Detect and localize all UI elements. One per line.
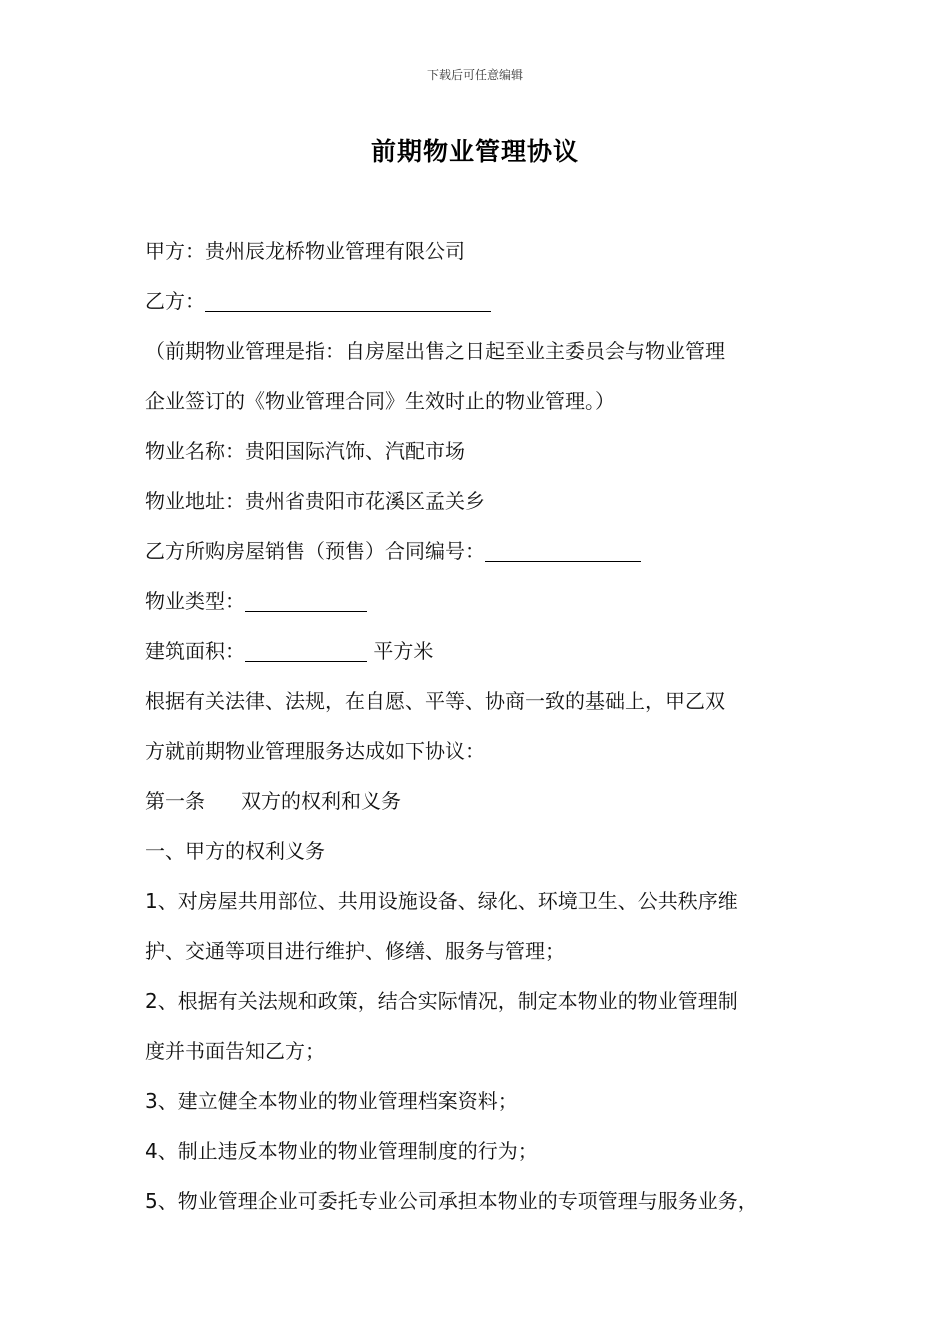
building-area-line (145, 636, 433, 666)
item-3: 3、建立健全本物业的物业管理档案资料； (145, 1089, 518, 1113)
item-2-line-2: 度并书面告知乙方； (145, 1039, 325, 1063)
building-area-blank[interactable] (245, 639, 367, 662)
property-name-line: 物业名称：贵阳国际汽饰、汽配市场 (145, 439, 465, 463)
item-2-line-1: 2、根据有关法规和政策，结合实际情况，制定本物业的物业管理制 (145, 989, 738, 1013)
definition-line-1: （前期物业管理是指：自房屋出售之日起至业主委员会与物业管理 (145, 339, 725, 363)
definition-line-2: 企业签订的《物业管理合同》生效时止的物业管理。） (145, 389, 615, 413)
party-a-line: 甲方：贵州辰龙桥物业管理有限公司 (145, 239, 465, 263)
contract-number-label: 乙方所购房屋销售（预售）合同编号： (145, 539, 485, 563)
header-note: 下载后可任意编辑 (426, 68, 523, 82)
party-b-label: 乙方： (145, 289, 205, 313)
contract-number-line (145, 536, 641, 566)
item-1-line-2: 护、交通等项目进行维护、修缮、服务与管理； (145, 939, 565, 963)
building-area-label: 建筑面积： (145, 639, 245, 663)
section-1-heading: 一、甲方的权利义务 (145, 839, 325, 863)
building-area-unit: 平方米 (373, 639, 434, 663)
party-b-line (145, 286, 491, 316)
property-type-line (145, 586, 367, 616)
article-number: 第一条 (145, 789, 205, 813)
basis-line-1: 根据有关法律、法规，在自愿、平等、协商一致的基础上，甲乙双 (145, 689, 725, 713)
property-address-line: 物业地址：贵州省贵阳市花溪区孟关乡 (145, 489, 485, 513)
article-title: 双方的权利和义务 (241, 789, 401, 813)
basis-line-2: 方就前期物业管理服务达成如下协议： (145, 739, 485, 763)
item-4: 4、制止违反本物业的物业管理制度的行为； (145, 1139, 538, 1163)
property-type-blank[interactable] (245, 589, 367, 612)
party-b-blank[interactable] (205, 289, 491, 312)
contract-number-blank[interactable] (485, 539, 641, 562)
item-1-line-1: 1、对房屋共用部位、共用设施设备、绿化、环境卫生、公共秩序维 (145, 889, 738, 913)
page-title: 前期物业管理协议 (370, 137, 579, 166)
article-1-heading (145, 786, 401, 816)
item-5-line-1: 5、物业管理企业可委托专业公司承担本物业的专项管理与服务业务， (145, 1189, 758, 1213)
property-type-label: 物业类型： (145, 589, 245, 613)
